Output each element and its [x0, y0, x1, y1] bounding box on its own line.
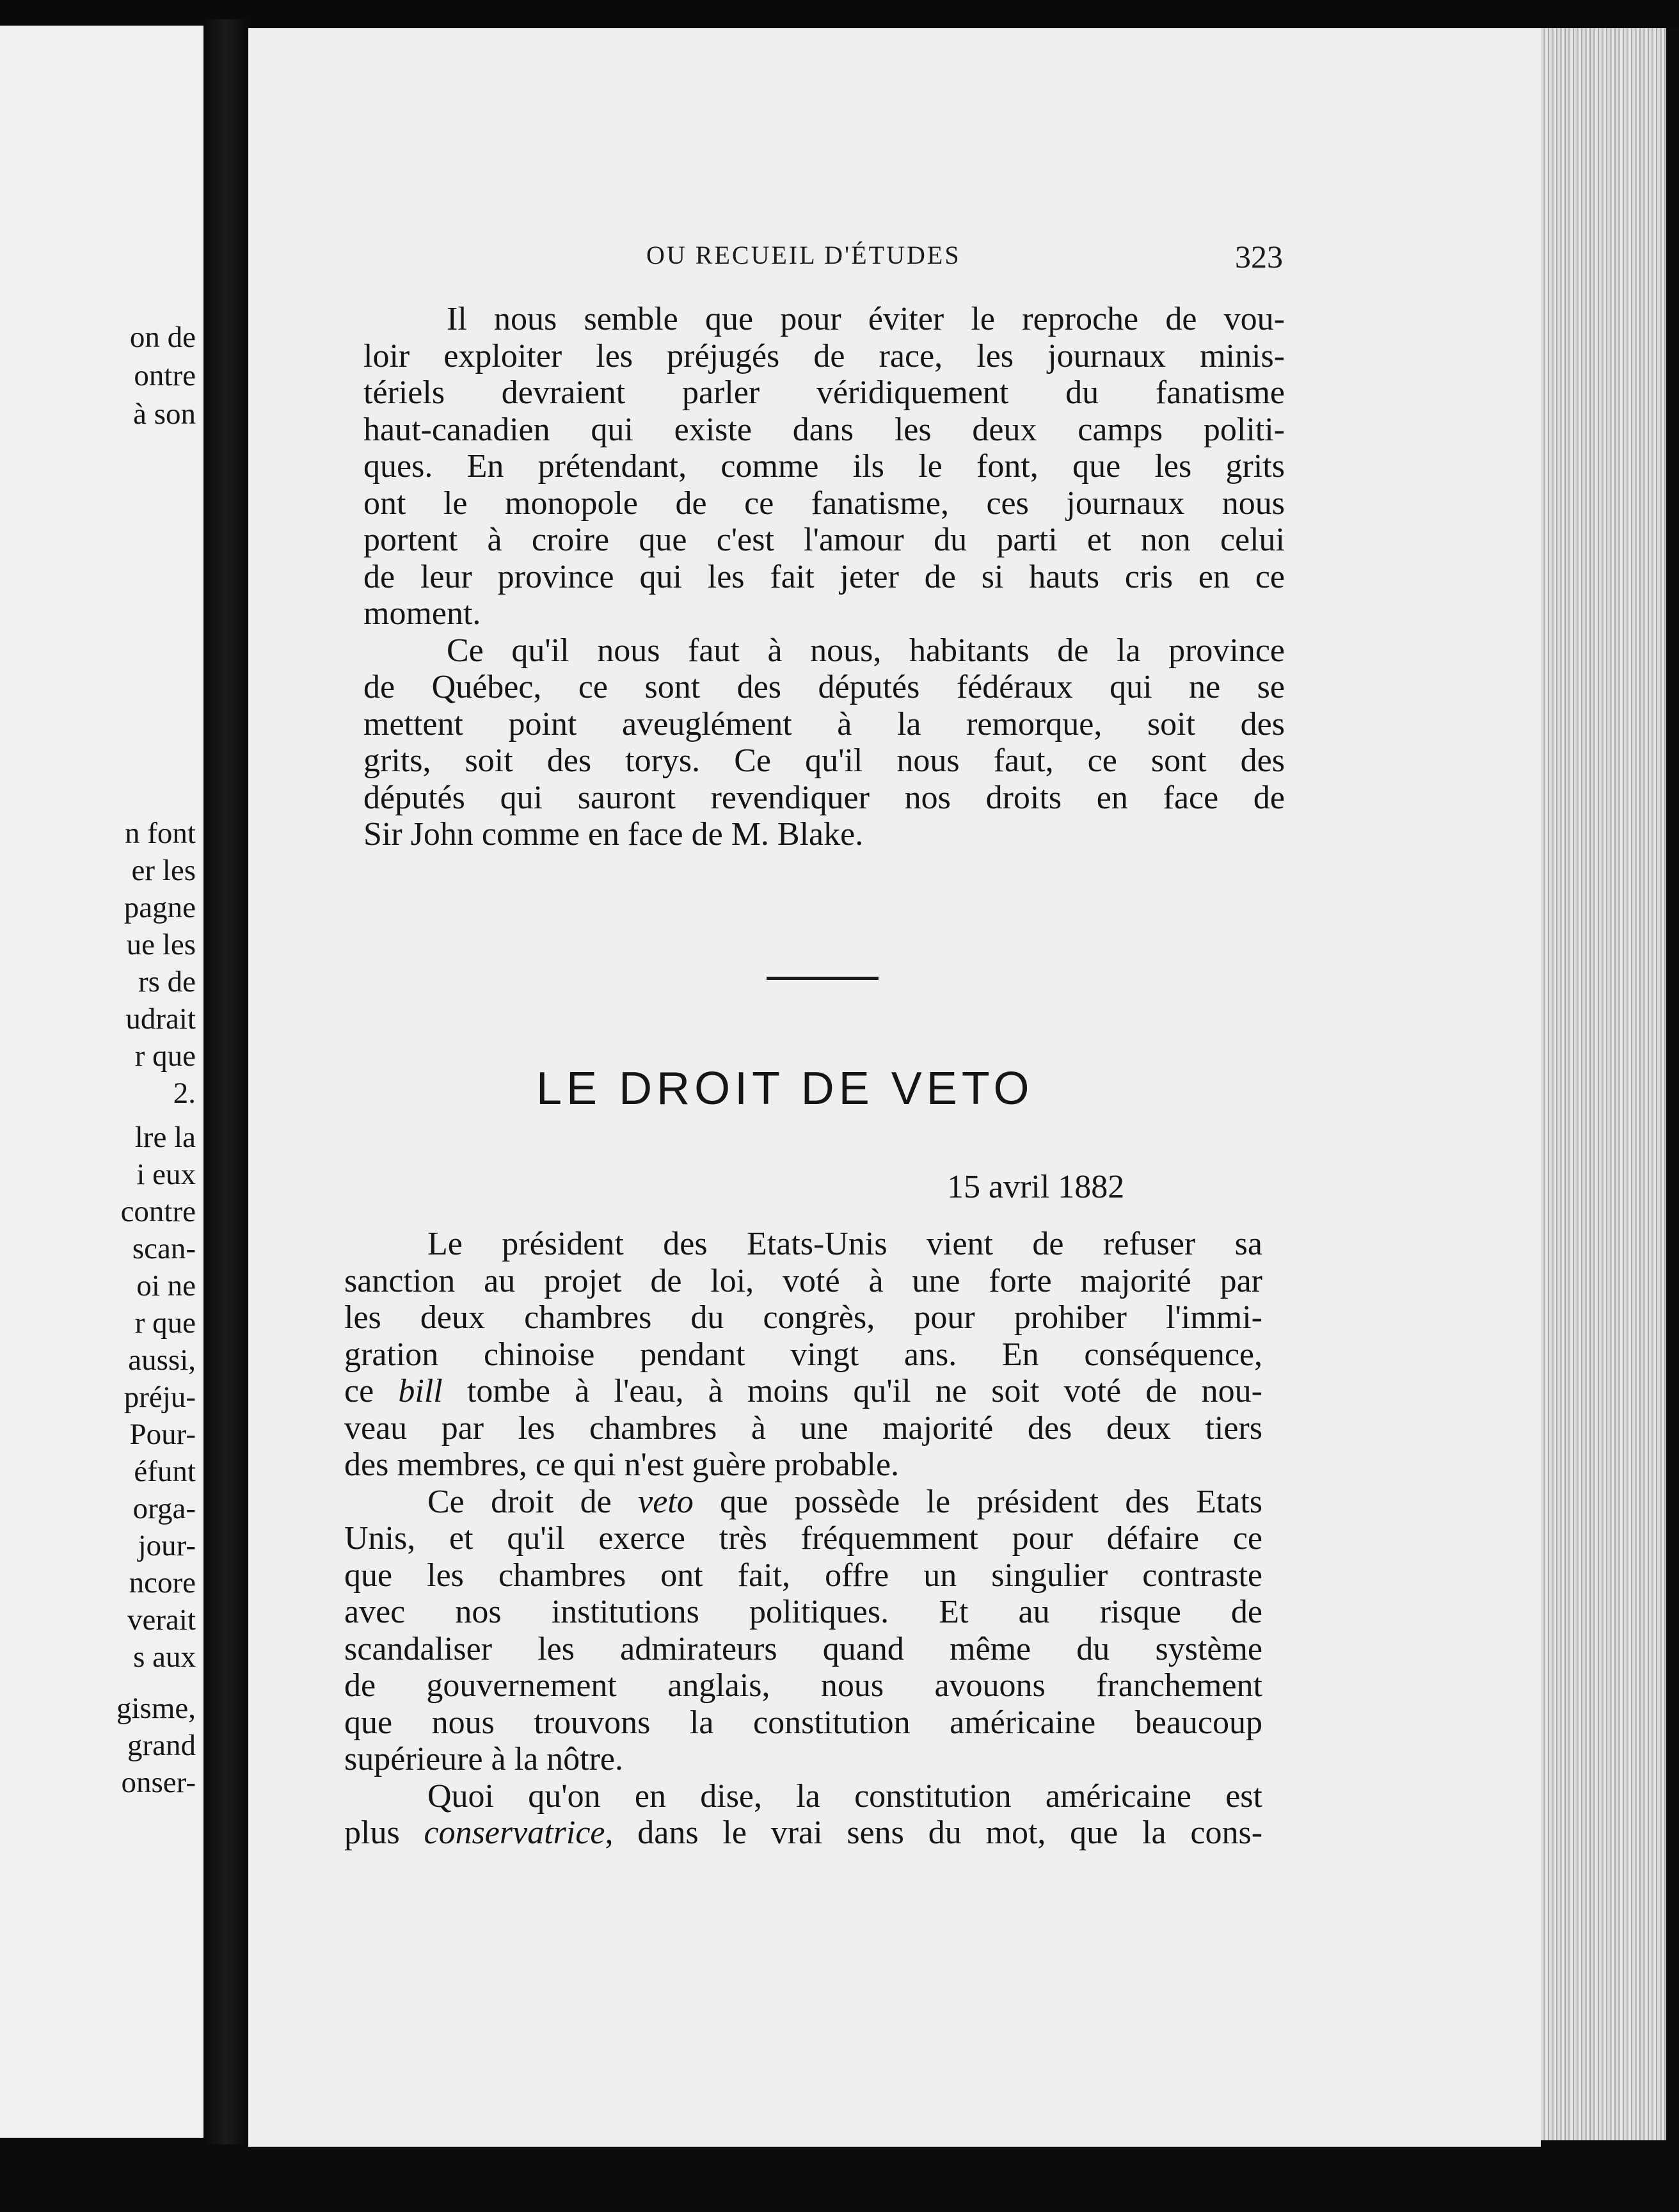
text-line: députés qui sauront revendiquer nos droits en face de — [363, 779, 1285, 816]
book-gutter — [203, 19, 248, 2144]
text-line: loir exploiter les préjugés de race, les journaux minis- — [363, 337, 1285, 374]
text-line: scandaliser les admirateurs quand même du système — [344, 1630, 1262, 1667]
previous-page-fragment: lre la — [134, 1121, 196, 1154]
text-line: sanction au projet de loi, voté à une forte majorité par — [344, 1262, 1262, 1299]
page-number: 323 — [1235, 239, 1283, 275]
previous-page-fragment: er les — [131, 854, 196, 887]
text-line: supérieure à la nôtre. — [344, 1741, 624, 1777]
previous-page-fragment: ue les — [126, 928, 196, 961]
text-line: avec nos institutions politiques. Et au risque de — [344, 1594, 1262, 1630]
previous-page-fragment: préju- — [123, 1381, 196, 1414]
previous-page-fragment: ontre — [134, 359, 196, 392]
text-line: de Québec, ce sont des députés fédéraux qui ne se — [363, 669, 1285, 705]
previous-page-fragment: scan- — [132, 1232, 196, 1265]
text-line: portent à croire que c'est l'amour du parti et non celui — [363, 522, 1285, 558]
previous-page-fragment: aussi, — [128, 1343, 196, 1377]
text-line: mettent point aveuglément à la remorque, soit des — [363, 705, 1285, 742]
previous-page-fragment: verait — [127, 1603, 196, 1637]
text-line: ce bill tombe à l'eau, à moins qu'il ne soit voté de nou- — [344, 1373, 1262, 1409]
previous-page-fragment: à son — [133, 397, 196, 431]
text-line: plus conservatrice, dans le vrai sens du mot, que la cons- — [344, 1815, 1263, 1851]
article-two-text — [344, 1226, 1262, 1852]
previous-page-fragment: oi ne — [136, 1269, 196, 1302]
text-line: Il nous semble que pour éviter le reproche de vou- — [447, 301, 1285, 337]
previous-page-fragment: éfunt — [134, 1455, 196, 1488]
text-line: de gouvernement anglais, nous avouons franchement — [344, 1667, 1262, 1704]
previous-page-fragment: gisme, — [116, 1692, 196, 1725]
text-line: Ce qu'il nous faut à nous, habitants de la province — [447, 632, 1285, 669]
text-line: grits, soit des torys. Ce qu'il nous faut, ce sont des — [363, 742, 1285, 779]
previous-page-fragment: on de — [129, 321, 196, 354]
section-separator-rule — [767, 977, 879, 980]
text-line: que les chambres ont fait, offre un singulier contraste — [344, 1557, 1262, 1594]
text-line: de leur province qui les fait jeter de si hauts cris en ce — [363, 558, 1285, 595]
page-stack-edge — [1541, 28, 1666, 2140]
previous-page-fragment: udrait — [125, 1002, 196, 1036]
previous-page-fragment: orga- — [132, 1492, 196, 1525]
scan-top-border — [0, 0, 1679, 28]
text-line: des membres, ce qui n'est guère probable. — [344, 1447, 900, 1483]
previous-page-fragment: n font — [125, 817, 196, 850]
text-line: Quoi qu'on en dise, la constitution américaine est — [427, 1777, 1262, 1815]
running-head: OU RECUEIL D'ÉTUDES — [646, 241, 961, 269]
text-line: veau par les chambres à une majorité des deux tiers — [344, 1409, 1262, 1447]
previous-page-fragment: 2. — [173, 1077, 196, 1110]
text-line: tériels devraient parler véridiquement du fanatisme — [363, 374, 1285, 411]
article-date: 15 avril 1882 — [947, 1169, 1125, 1205]
text-line: les deux chambres du congrès, pour prohiber l'immi- — [344, 1299, 1262, 1336]
previous-page-fragment: i eux — [136, 1158, 196, 1191]
text-line: haut-canadien qui existe dans les deux camps politi- — [363, 411, 1285, 448]
previous-page-fragment: r que — [134, 1039, 196, 1073]
text-line: Ce droit de veto que possède le président des Etats — [427, 1483, 1262, 1520]
previous-page-edge — [0, 26, 203, 2138]
text-line: Sir John comme en face de M. Blake. — [363, 816, 864, 853]
text-line: ont le monopole de ce fanatisme, ces journaux nous — [363, 485, 1285, 522]
previous-page-fragment: contre — [120, 1195, 196, 1228]
previous-page-fragment: pagne — [123, 891, 196, 924]
text-line: gration chinoise pendant vingt ans. En conséquence, — [344, 1336, 1262, 1373]
previous-page-fragment: rs de — [138, 965, 196, 998]
previous-page-fragment: ncore — [129, 1566, 196, 1599]
article-title: LE DROIT DE VETO — [536, 1063, 1034, 1114]
previous-page-fragment: Pour- — [129, 1418, 196, 1451]
text-line: Le président des Etats-Unis vient de refuser sa — [427, 1226, 1262, 1262]
text-line: que nous trouvons la constitution américaine beaucoup — [344, 1704, 1262, 1741]
article-one-text — [363, 301, 1285, 853]
previous-page-fragment: jour- — [138, 1529, 196, 1562]
previous-page-fragment: r que — [134, 1306, 196, 1340]
previous-page-fragment: s aux — [133, 1640, 196, 1674]
previous-page-fragment: grand — [127, 1729, 196, 1762]
text-line: Unis, et qu'il exerce très fréquemment pour défaire ce — [344, 1520, 1262, 1557]
previous-page-fragment: onser- — [121, 1766, 196, 1799]
text-line: ques. En prétendant, comme ils le font, que les grits — [363, 448, 1285, 485]
text-line: moment. — [363, 595, 481, 632]
